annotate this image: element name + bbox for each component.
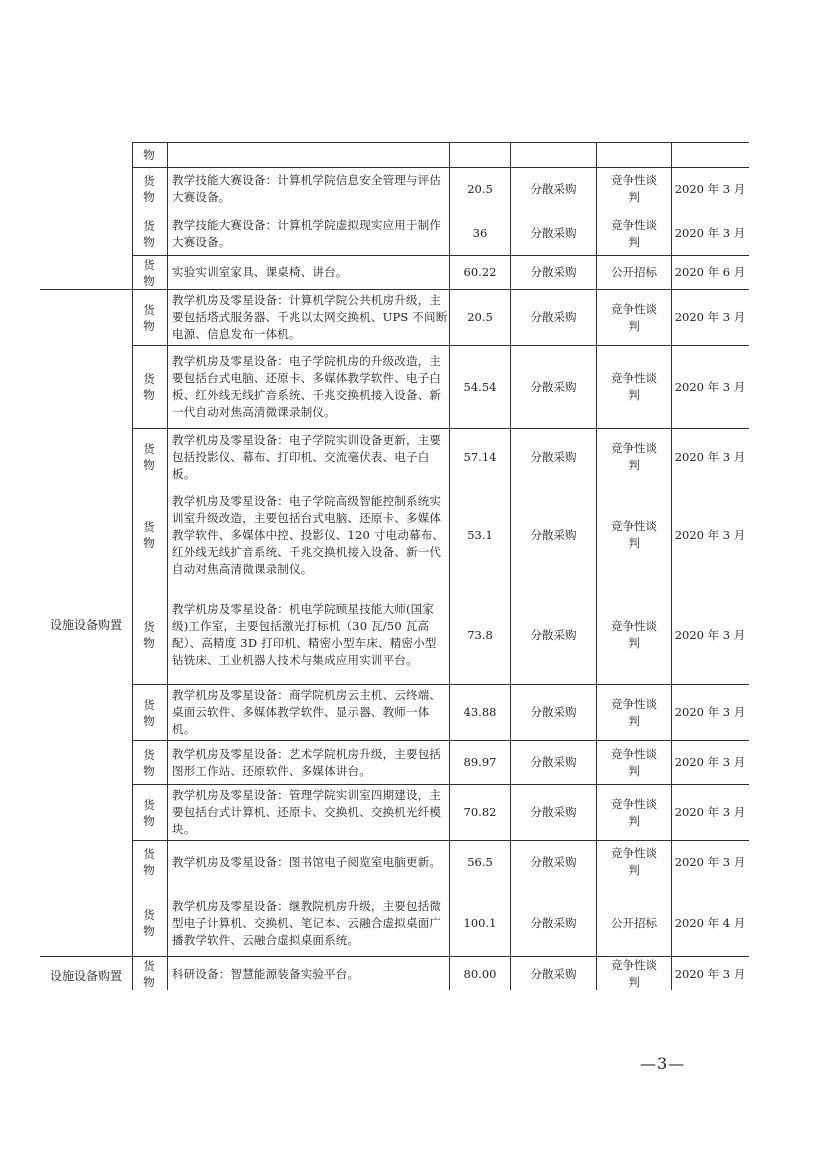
table-row-desc: 教学技能大赛设备：计算机学院信息安全管理与评估大赛设备。: [172, 173, 442, 204]
table-row-amount: 80.00: [463, 966, 497, 981]
table-row-method: 分散采购: [530, 805, 577, 819]
page-number: —3—: [640, 1054, 686, 1073]
table-row-amount: 20.5: [467, 310, 493, 324]
table-row-amount: 43.88: [463, 705, 497, 719]
table-row-procedure: 竞争性谈判: [611, 846, 657, 877]
table-row-type: 货物: [143, 174, 155, 204]
table-row-desc: 科研设备：智慧能源装备实验平台。: [172, 966, 360, 981]
table-row-date: 2020 年 3 月: [674, 310, 746, 324]
table-row-amount: 54.54: [463, 379, 497, 394]
table-row-procedure: 竞争性谈判: [611, 441, 657, 472]
table-row-date: 2020 年 3 月: [674, 705, 746, 719]
table-row-desc: 教学技能大赛设备：计算机学院虚拟现实应用于制作大赛设备。: [172, 217, 442, 249]
table-row-desc: 教学机房及零星设备：艺术学院机房升级，主要包括图形工作站、还原软件、多媒体讲台。: [172, 746, 442, 778]
table-row-method: 分散采购: [530, 527, 577, 542]
table-row-date: 2020 年 3 月: [674, 805, 746, 819]
table-row-desc: 教学机房及零星设备：计算机学院公共机房升级，主要包括塔式服务器、千兆以太网交换机、UPS 不间断电源、信息发布一体机。: [172, 293, 448, 341]
table-row-procedure: 竞争性谈判: [611, 958, 657, 989]
table-row-procedure: 竞争性谈判: [611, 173, 657, 204]
table-row-type: 货物: [143, 520, 155, 550]
table-row-amount: 89.97: [463, 755, 497, 769]
table-row-method: 分散采购: [530, 449, 577, 464]
table-row-date: 2020 年 3 月: [674, 181, 746, 196]
table-row-date: 2020 年 3 月: [674, 755, 746, 769]
table-row-type: 货物: [143, 218, 155, 249]
table-row-desc: 实验实训室家具、课桌椅、讲台。: [172, 265, 348, 279]
table-row-procedure: 竞争性谈判: [611, 746, 657, 778]
table-row-amount: 56.5: [467, 854, 493, 869]
table-row-type: 货物: [143, 697, 155, 728]
table-row-method: 分散采购: [530, 705, 577, 719]
table-row-amount: 70.82: [463, 805, 497, 819]
table-row-desc: 教学机房及零星设备：电子学院实训设备更新，主要包括投影仪、幕布、打印机、交流毫伏表、电子白板。: [172, 432, 442, 481]
table-row-desc: 教学机房及零星设备：商学院机房云主机、云终端、桌面云软件、多媒体教学软件、显示器、教师一体机。: [172, 688, 442, 736]
table-row-type: 货物: [143, 747, 155, 778]
table-row-type: 货物: [143, 257, 155, 288]
table-row-procedure: 竞争性谈判: [611, 301, 657, 333]
table-row-type: 货物: [143, 620, 155, 650]
table-row-desc: 教学机房及零星设备：管理学院实训室四期建设，主要包括台式计算机、还原卡、交换机、交换机光纤模块。: [172, 788, 442, 836]
table-row-desc: 教学机房及零星设备：继教院机房升级，主要包括微型电子计算机、交换机、笔记本、云融合虚拟桌面广播教学软件、云融合虚拟桌面系统。: [172, 898, 442, 947]
table-row-type: 货物: [143, 797, 155, 828]
table-row-amount: 73.8: [467, 627, 493, 642]
table-row-type: 货物: [143, 847, 155, 877]
table-row-method: 分散采购: [530, 226, 577, 240]
table-row-type: 货物: [143, 302, 155, 333]
table-row-procedure: 公开招标: [611, 915, 657, 930]
table-row-date: 2020 年 3 月: [674, 966, 746, 981]
table-row-date: 2020 年 3 月: [674, 379, 746, 394]
table-rule: [167, 142, 168, 990]
table-row-date: 2020 年 3 月: [674, 627, 746, 642]
table-rule: [132, 142, 749, 143]
table-row-date: 2020 年 6 月: [674, 265, 746, 279]
table-row-type: 货物: [143, 908, 155, 938]
category-label: 设施设备购置: [49, 968, 122, 983]
table-row-amount: 100.1: [463, 915, 497, 930]
table-row-desc: 教学机房及零星设备：电子学院高级智能控制系统实训室升级改造，主要包括台式电脑、还原卡、多媒体教学软件、多媒体中控、投影仪、120 寸电动幕布、红外线无线扩音系统、千兆交换机接入设备、新一代自动对焦高清微课录制仪。: [172, 493, 445, 576]
table-row-method: 分散采购: [530, 854, 577, 869]
table-row-procedure: 竞争性谈判: [611, 217, 657, 249]
table-row-amount: 60.22: [463, 265, 497, 279]
table-row-method: 分散采购: [530, 966, 577, 981]
table-row-procedure: 竞争性谈判: [611, 696, 657, 728]
table-row-method: 分散采购: [530, 379, 577, 394]
table-row-desc: 教学机房及零星设备：图书馆电子阅览室电脑更新。: [172, 854, 442, 869]
table-row-date: 2020 年 3 月: [674, 449, 746, 464]
table-row-procedure: 竞争性谈判: [611, 619, 657, 650]
table-row-date: 2020 年 3 月: [674, 527, 746, 542]
table-row-method: 分散采购: [530, 915, 577, 930]
table-row-date: 2020 年 4 月: [674, 915, 746, 930]
table-row-amount: 36: [472, 226, 488, 240]
table-row-method: 分散采购: [530, 181, 577, 196]
table-row-procedure: 竞争性谈判: [611, 371, 657, 402]
table-row-method: 分散采购: [530, 755, 577, 769]
table-row-method: 分散采购: [530, 310, 577, 324]
table-row-method: 分散采购: [530, 627, 577, 642]
category-label: 设施设备购置: [49, 617, 122, 632]
table-row-amount: 53.1: [467, 527, 493, 542]
table-row-method: 分散采购: [530, 265, 577, 279]
table-row-amount: 20.5: [467, 181, 493, 196]
table-row-desc: 教学机房及零星设备：电子学院机房的升级改造，主要包括台式电脑、还原卡、多媒体教学软件、电子白板、红外线无线扩音系统、千兆交换机接入设备、新一代自动对焦高清微课录制仪。: [172, 354, 442, 419]
table-row-date: 2020 年 3 月: [674, 226, 746, 240]
table-row-type: 货物: [143, 959, 155, 989]
table-row-type: 货物: [143, 442, 155, 472]
table-row-procedure: 竞争性谈判: [611, 519, 657, 550]
table-row-amount: 57.14: [463, 449, 497, 464]
table-row-procedure: 竞争性谈判: [611, 796, 657, 828]
table-row-type: 货物: [143, 372, 155, 402]
table-row-procedure: 公开招标: [611, 265, 657, 279]
table-row-date: 2020 年 3 月: [674, 854, 746, 869]
table-row-desc: 教学机房及零星设备：机电学院顾星技能大师(国家级)工作室，主要包括激光打标机（30 瓦/50 瓦高配）、高精度 3D 打印机、精密小型车床、精密小型钻铣床、工业机器人技术与集成应用实训平台。: [172, 602, 437, 667]
table-row-type: 物: [143, 148, 155, 162]
